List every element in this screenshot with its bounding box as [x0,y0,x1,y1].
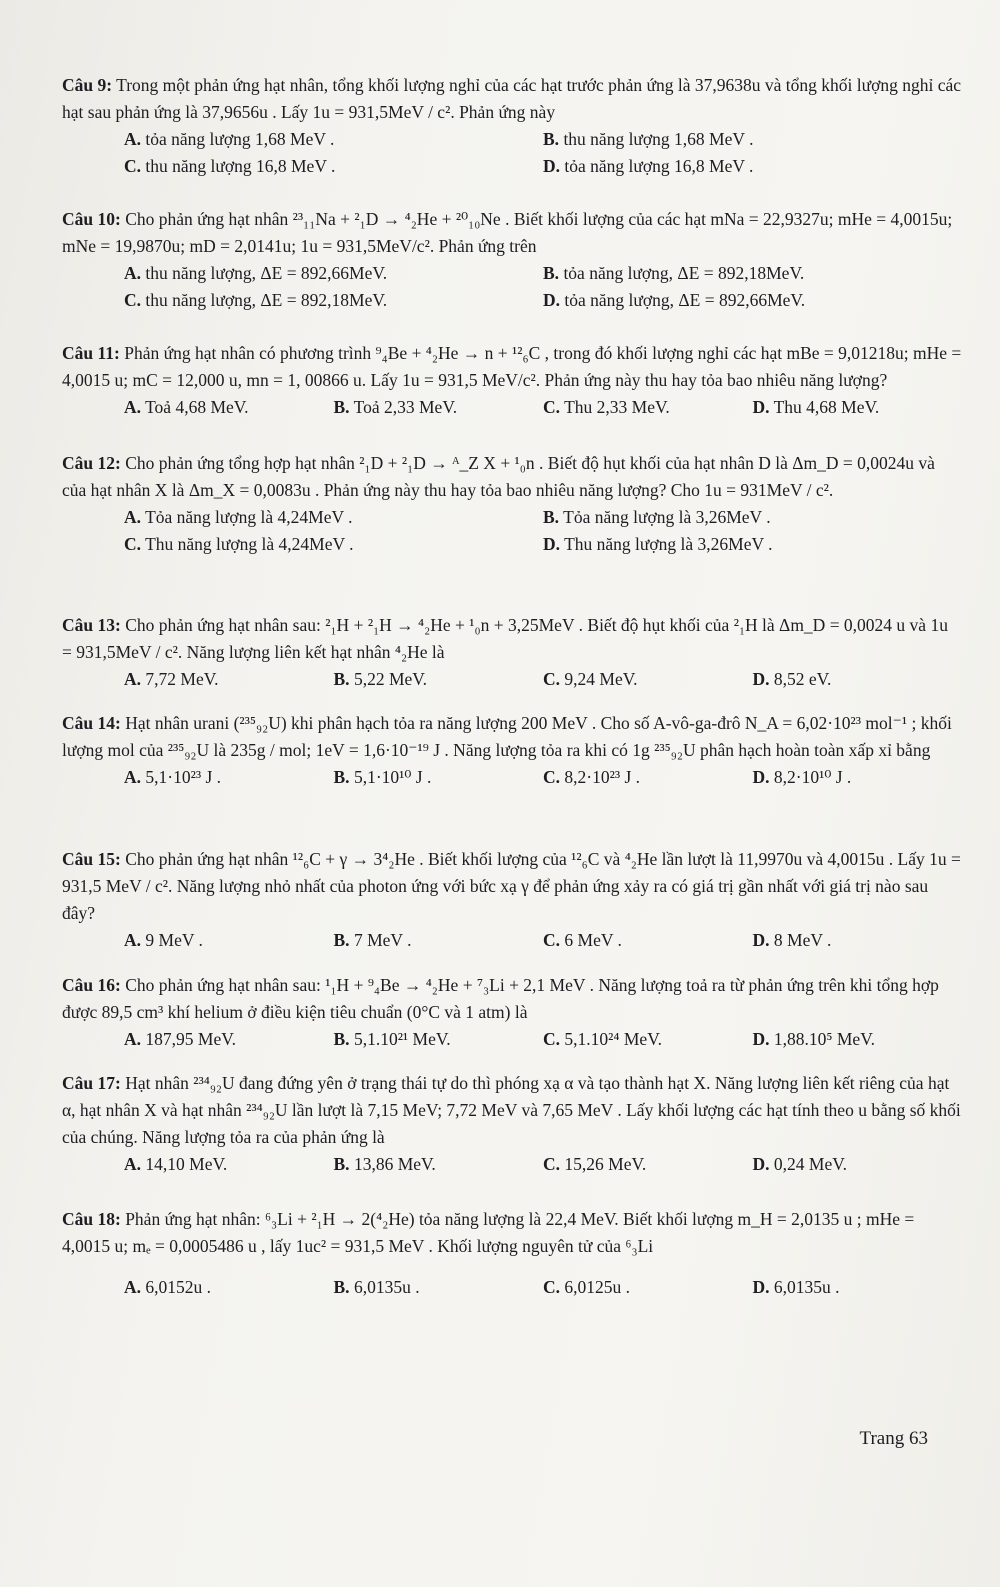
option-letter: D. [543,534,561,554]
option-letter: A. [124,263,142,283]
option-text: 8,2·10²³ J . [564,767,641,787]
option-letter: A. [124,1154,142,1174]
question-number: Câu 15: [62,849,121,869]
question-9 [62,72,962,180]
option-d[interactable] [753,394,963,421]
question-12 [62,450,962,558]
option-b[interactable] [334,927,544,954]
option-text: Thu năng lượng là 4,24MeV . [145,534,354,554]
option-letter: A. [124,397,142,417]
option-b[interactable] [543,260,962,287]
option-text: 9,24 MeV. [564,669,638,689]
question-number: Câu 10: [62,209,121,229]
question-10 [62,206,962,314]
option-text: 7 MeV . [353,930,412,950]
option-a[interactable] [124,394,334,421]
option-text: 6,0135u . [773,1277,840,1297]
question-stem [62,612,962,666]
option-letter: C. [543,930,561,950]
option-b[interactable] [334,764,544,791]
question-13 [62,612,962,693]
question-stem [62,710,962,764]
question-stem [62,206,962,260]
option-letter: D. [752,1029,770,1049]
answer-options [62,126,962,180]
option-letter: C. [543,397,561,417]
option-letter: A. [124,1277,142,1297]
question-number: Câu 18: [62,1209,121,1229]
option-a[interactable] [124,1151,334,1178]
option-text: tỏa năng lượng, ΔE = 892,18MeV. [563,263,805,283]
question-number: Câu 17: [62,1073,121,1093]
question-17 [62,1070,962,1178]
question-stem [62,972,962,1026]
option-letter: C. [543,767,561,787]
question-text: Hạt nhân ²³⁴₉₂U đang đứng yên ở trạng thái tự do thì phóng xạ α và tạo thành hạt X. Năng lượng liên kết riêng của hạt α, hạt nhân X và hạt nhân ²³⁴₉₂U lần lượt là 7,15 MeV; 7,72 MeV và 7,65 MeV . Lấy khối lượng các hạt tính theo u bằng số khối của chúng. Năng lượng tỏa ra của phản ứng là [62,1073,961,1147]
answer-options [62,1274,962,1301]
question-18 [62,1206,962,1301]
option-d[interactable] [543,153,962,180]
question-text: Trong một phản ứng hạt nhân, tổng khối lượng nghỉ của các hạt trước phản ứng là 37,9638u và tổng khối lượng nghỉ các hạt sau phản ứng là 37,9656u . Lấy 1u = 931,5MeV / c². Phản ứng này [62,75,962,122]
option-letter: C. [543,1029,561,1049]
answer-options [62,394,962,421]
option-text: Thu 2,33 MeV. [564,397,670,417]
option-text: Tỏa năng lượng là 3,26MeV . [563,507,771,527]
option-letter: A. [124,1029,142,1049]
option-d[interactable] [753,1274,963,1301]
option-c[interactable] [124,531,543,558]
option-d[interactable] [753,927,963,954]
option-letter: B. [543,263,560,283]
option-b[interactable] [334,1151,544,1178]
option-a[interactable] [124,126,543,153]
option-a[interactable] [124,927,334,954]
question-stem [62,1206,962,1260]
option-b[interactable] [334,1026,544,1053]
option-letter: A. [124,129,142,149]
question-stem [62,450,962,504]
option-letter: C. [543,669,561,689]
option-text: 14,10 MeV. [145,1154,228,1174]
option-text: Toả 2,33 MeV. [353,397,458,417]
option-letter: D. [752,930,770,950]
question-14 [62,710,962,791]
option-letter: D. [752,1154,770,1174]
option-a[interactable] [124,504,543,531]
option-text: Toả 4,68 MeV. [145,397,249,417]
option-c[interactable] [543,666,753,693]
option-text: 8,52 eV. [773,669,832,689]
option-letter: B. [333,930,350,950]
question-text: Cho phản ứng hạt nhân sau: ²₁H + ²₁H → ⁴₂He + ¹₀n + 3,25MeV . Biết độ hụt khối của ²₁H là Δm_D = 0,0024 u và 1u = 931,5MeV / c². Năng lượng liên kết hạt nhân ⁴₂He là [62,615,948,662]
option-text: 15,26 MeV. [564,1154,647,1174]
option-d[interactable] [543,287,962,314]
option-b[interactable] [334,666,544,693]
option-a[interactable] [124,764,334,791]
option-text: 6,0152u . [145,1277,212,1297]
option-letter: C. [543,1277,561,1297]
question-11 [62,340,962,421]
option-text: 5,1.10²¹ MeV. [353,1029,451,1049]
option-text: 6 MeV . [564,930,622,950]
option-a[interactable] [124,666,334,693]
option-text: tỏa năng lượng 1,68 MeV . [145,129,335,149]
option-text: 5,22 MeV. [353,669,428,689]
option-a[interactable] [124,260,543,287]
option-a[interactable] [124,1026,334,1053]
option-letter: B. [543,507,560,527]
option-text: 1,88.10⁵ MeV. [773,1029,875,1049]
question-15 [62,846,962,954]
option-b[interactable] [543,504,962,531]
answer-options [62,927,962,954]
option-text: 5,1·10²³ J . [145,767,222,787]
question-text: Phản ứng hạt nhân: ⁶₃Li + ²₁H → 2(⁴₂He) tỏa năng lượng là 22,4 MeV. Biết khối lượng m_H = 2,0135 u ; mHe = 4,0015 u; mₑ = 0,0005486 u , lấy 1uc² = 931,5 MeV . Khối lượng nguyên tử của ⁶₃Li [62,1209,915,1256]
question-stem [62,340,962,394]
question-stem [62,846,962,927]
option-letter: C. [124,156,142,176]
option-c[interactable] [543,764,753,791]
option-b[interactable] [334,1274,544,1301]
question-text: Cho phản ứng tổng hợp hạt nhân ²₁D + ²₁D → ᴬ_Z X + ¹₀n . Biết độ hụt khối của hạt nhân D là Δm_D = 0,0024u và của hạt nhân X là Δm_X = 0,0083u . Phản ứng này thu hay tỏa bao nhiêu năng lượng? Cho 1u = 931MeV / c². [62,453,935,500]
option-text: Tỏa năng lượng là 4,24MeV . [145,507,353,527]
option-b[interactable] [334,394,544,421]
question-number: Câu 11: [62,343,120,363]
option-letter: D. [752,767,770,787]
option-text: 8 MeV . [773,930,832,950]
option-text: 9 MeV . [145,930,203,950]
option-letter: A. [124,767,142,787]
option-text: 5,1·10¹⁰ J . [353,767,432,787]
question-stem [62,1070,962,1151]
option-text: 187,95 MeV. [145,1029,236,1049]
answer-options [62,260,962,314]
option-text: Thu 4,68 MeV. [773,397,880,417]
answer-options [62,1026,962,1053]
option-text: thu năng lượng 1,68 MeV . [563,129,754,149]
question-text: Cho phản ứng hạt nhân sau: ¹₁H + ⁹₄Be → ⁴₂He + ⁷₃Li + 2,1 MeV . Năng lượng toả ra từ phản ứng trên khi tổng hợp được 89,5 cm³ khí helium ở điều kiện tiêu chuẩn (0°C và 1 atm) là [62,975,939,1022]
option-text: tỏa năng lượng, ΔE = 892,66MeV. [564,290,806,310]
option-d[interactable] [753,764,963,791]
question-stem [62,72,962,126]
option-letter: B. [333,397,350,417]
option-text: 0,24 MeV. [773,1154,847,1174]
option-text: 5,1.10²⁴ MeV. [564,1029,662,1049]
option-c[interactable] [543,1026,753,1053]
question-number: Câu 14: [62,713,121,733]
option-text: 13,86 MeV. [353,1154,436,1174]
option-letter: C. [124,534,142,554]
option-text: thu năng lượng 16,8 MeV . [145,156,336,176]
option-text: thu năng lượng, ΔE = 892,66MeV. [145,263,388,283]
option-letter: B. [333,1029,350,1049]
option-d[interactable] [753,1151,963,1178]
option-letter: B. [543,129,560,149]
option-letter: A. [124,669,142,689]
question-number: Câu 12: [62,453,121,473]
option-letter: B. [333,1154,350,1174]
option-letter: D. [752,669,770,689]
option-letter: D. [543,156,561,176]
option-c[interactable] [543,1151,753,1178]
answer-options [62,666,962,693]
option-letter: A. [124,507,142,527]
option-text: 8,2·10¹⁰ J . [773,767,852,787]
option-text: 6,0125u . [564,1277,631,1297]
option-d[interactable] [753,1026,963,1053]
option-c[interactable] [543,927,753,954]
question-number: Câu 13: [62,615,121,635]
answer-options [62,504,962,558]
option-text: 7,72 MeV. [145,669,219,689]
answer-options [62,764,962,791]
answer-options [62,1151,962,1178]
question-text: Cho phản ứng hạt nhân ²³₁₁Na + ²₁D → ⁴₂He + ²⁰₁₀Ne . Biết khối lượng của các hạt mNa = 22,9327u; mHe = 4,0015u; mNe = 19,9870u; mD = 2,0141u; 1u = 931,5MeV/c². Phản ứng trên [62,209,953,256]
option-letter: B. [333,767,350,787]
option-letter: D. [752,1277,770,1297]
question-text: Cho phản ứng hạt nhân ¹²₆C + γ → 3⁴₂He . Biết khối lượng của ¹²₆C và ⁴₂He lần lượt là 11,9970u và 4,0015u . Lấy 1u = 931,5 MeV / c². Năng lượng nhỏ nhất của photon ứng với bức xạ γ để phản ứng xảy ra có giá trị gần nhất với giá trị nào sau đây? [62,849,961,923]
option-letter: D. [752,397,770,417]
option-letter: D. [543,290,561,310]
question-text: Phản ứng hạt nhân có phương trình ⁹₄Be + ⁴₂He → n + ¹²₆C , trong đó khối lượng nghỉ các hạt mBe = 9,01218u; mHe = 4,0015 u; mC = 12,000 u, mn = 1, 00866 u. Lấy 1u = 931,5 MeV/c². Phản ứng này thu hay tỏa bao nhiêu năng lượng? [62,343,962,390]
option-d[interactable] [543,531,962,558]
option-text: tỏa năng lượng 16,8 MeV . [564,156,754,176]
question-16 [62,972,962,1053]
option-letter: C. [543,1154,561,1174]
option-letter: C. [124,290,142,310]
option-d[interactable] [753,666,963,693]
option-letter: A. [124,930,142,950]
option-letter: B. [333,669,350,689]
option-c[interactable] [124,153,543,180]
page-number: Trang 63 [859,1428,928,1449]
option-letter: B. [333,1277,350,1297]
option-text: 6,0135u . [353,1277,420,1297]
option-c[interactable] [543,1274,753,1301]
option-text: thu năng lượng, ΔE = 892,18MeV. [145,290,388,310]
question-number: Câu 9: [62,75,113,95]
option-text: Thu năng lượng là 3,26MeV . [564,534,773,554]
question-text: Hạt nhân urani (²³⁵₉₂U) khi phân hạch tỏa ra năng lượng 200 MeV . Cho số A-vô-ga-đrô N_A = 6,02·10²³ mol⁻¹ ; khối lượng mol của ²³⁵₉₂U là 235g / mol; 1eV = 1,6·10⁻¹⁹ J . Năng lượng tỏa ra khi có 1g ²³⁵₉₂U phân hạch hoàn toàn xấp xỉ bằng [62,713,952,760]
option-b[interactable] [543,126,962,153]
option-a[interactable] [124,1274,334,1301]
question-number: Câu 16: [62,975,121,995]
option-c[interactable] [543,394,753,421]
option-c[interactable] [124,287,543,314]
